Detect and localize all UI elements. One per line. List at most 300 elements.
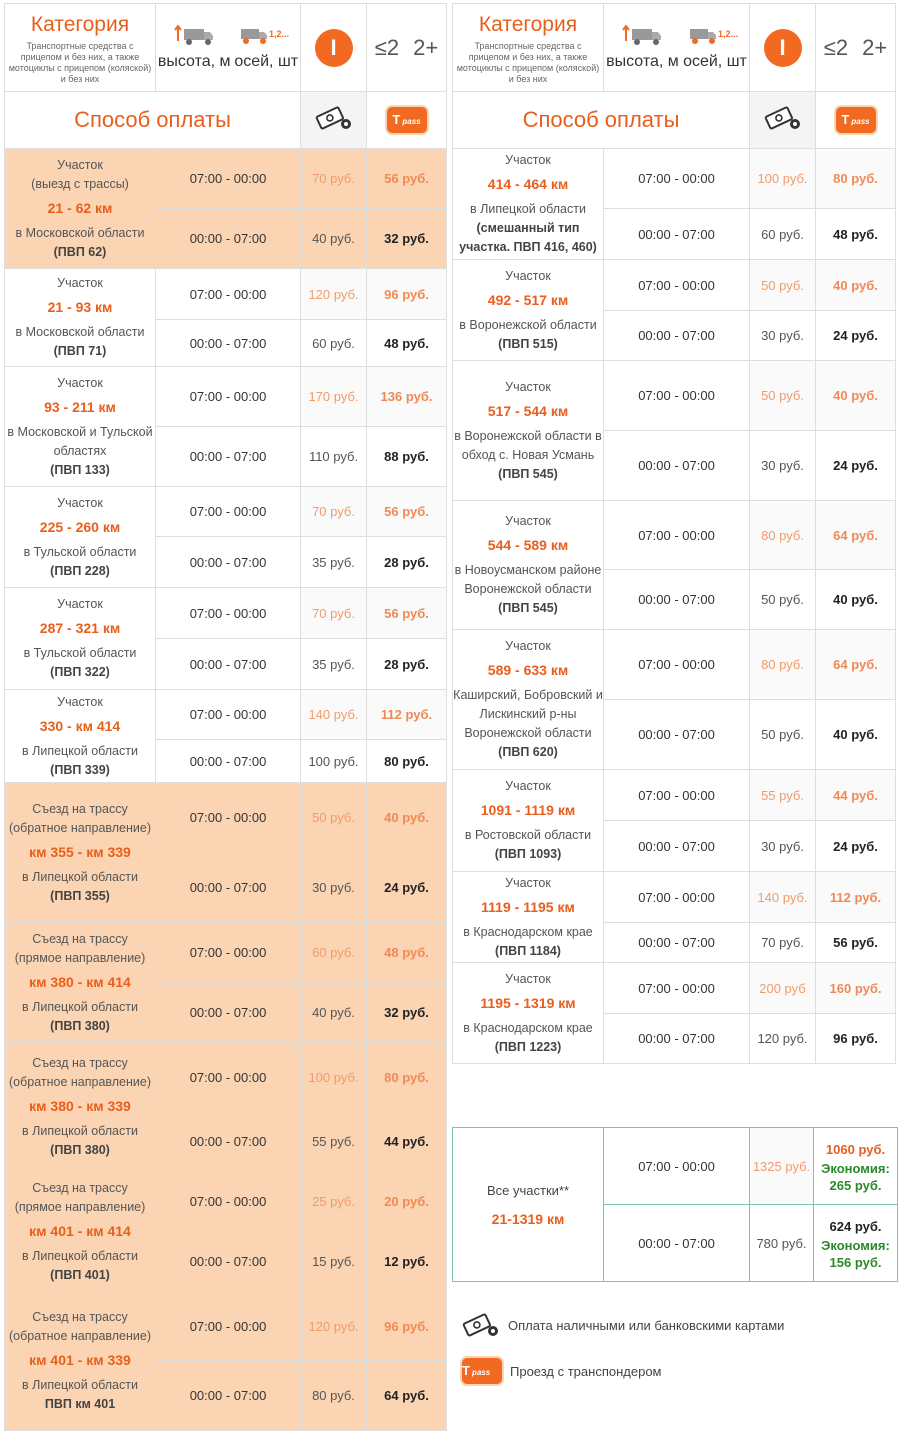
night-transponder-price: 48 руб. — [816, 209, 896, 260]
day-time-range: 07:00 - 00:00 — [156, 149, 301, 209]
right-category-title: Категория — [478, 13, 578, 36]
left-segment-description — [5, 487, 156, 588]
right-segment-row-day — [453, 770, 896, 821]
truck-height-icon — [606, 25, 679, 51]
night-time-range: 00:00 - 07:00 — [604, 311, 750, 361]
segment-km-range: км 355 - км 339 — [29, 843, 131, 860]
segment-label-detail: (прямое направление) — [14, 950, 146, 965]
totals-night-transponder-cell — [814, 1205, 898, 1282]
left-segment-description — [5, 588, 156, 690]
day-transponder-price: 20 руб. — [367, 1172, 447, 1232]
day-cash-price: 70 руб. — [301, 487, 367, 537]
left-segment-description — [5, 923, 156, 1043]
night-transponder-price: 64 руб. — [367, 1361, 447, 1431]
segment-km-range: 93 - 211 км — [44, 398, 116, 415]
segment-label-detail: (выезд с трассы) — [31, 176, 129, 191]
segment-toll-point: (ПВП 1093) — [494, 847, 562, 861]
segment-km-range: 21 - 93 км — [47, 299, 113, 315]
segment-region: в Липецкой области — [22, 1378, 138, 1392]
night-transponder-price: 24 руб. — [816, 821, 896, 872]
day-transponder-price: 80 руб. — [816, 149, 896, 209]
segment-km-range: км 380 - км 339 — [29, 1098, 131, 1114]
night-cash-price: 50 руб. — [750, 570, 816, 630]
segment-region: в Липецкой области — [22, 1248, 138, 1263]
day-time-range: 07:00 - 00:00 — [156, 588, 301, 639]
left-axles-label: осей, шт — [234, 52, 299, 70]
segment-toll-point: (смешанный тип участка. ПВП 416, 460) — [459, 221, 597, 254]
right-segment-row-day — [453, 501, 896, 570]
left-cash-column-header — [301, 92, 367, 149]
night-transponder-price: 32 руб. — [367, 209, 447, 269]
night-transponder-price: 88 руб. — [367, 427, 447, 487]
left-segment-row-day — [5, 923, 447, 983]
night-time-range: 00:00 - 07:00 — [156, 983, 301, 1043]
payment-legend — [462, 1305, 892, 1397]
right-tariff-panel — [452, 3, 895, 1064]
left-class-badge-cell — [301, 4, 367, 92]
segment-region: в Липецкой области — [22, 743, 138, 758]
totals-day-transponder-cell — [814, 1128, 898, 1205]
day-transponder-price: 56 руб. — [367, 487, 447, 537]
left-segment-description — [5, 269, 156, 367]
segment-region: в Московской и Тульской областях — [7, 424, 153, 458]
day-cash-price: 50 руб. — [750, 260, 816, 311]
segment-label: Участок — [57, 375, 103, 390]
left-tariff-panel — [4, 3, 446, 1431]
segment-toll-point: (ПВП 545) — [498, 466, 558, 481]
day-transponder-price: 112 руб. — [367, 690, 447, 740]
night-transponder-price: 28 руб. — [367, 537, 447, 588]
segment-label-detail: (обратное направление) — [8, 820, 152, 835]
day-cash-price: 80 руб. — [750, 501, 816, 570]
day-time-range: 07:00 - 00:00 — [604, 149, 750, 209]
day-cash-price: 60 руб. — [301, 923, 367, 983]
totals-km-range: 21-1319 км — [491, 1210, 565, 1227]
night-time-range: 00:00 - 07:00 — [156, 320, 301, 367]
transponder-logo-icon: Tpass — [462, 1358, 502, 1384]
day-time-range: 07:00 - 00:00 — [604, 501, 750, 570]
day-transponder-price: 112 руб. — [816, 872, 896, 923]
day-cash-price: 70 руб. — [301, 149, 367, 209]
segment-label: Участок — [57, 597, 103, 611]
segment-toll-point: (ПВП 1223) — [494, 1039, 562, 1054]
segment-toll-point: (ПВП 228) — [50, 563, 110, 578]
segment-toll-point: (ПВП 401) — [50, 1267, 110, 1282]
right-segment-description — [453, 149, 604, 260]
night-cash-price: 55 руб. — [301, 1112, 367, 1172]
left-segment-description — [5, 367, 156, 487]
right-axle-limits-cell — [816, 4, 896, 92]
segment-km-range: 517 - 544 км — [487, 402, 569, 419]
segment-km-range: 1091 - 1119 км — [480, 802, 576, 818]
totals-night-transponder-price: 624 руб. — [829, 1218, 882, 1234]
day-time-range: 07:00 - 00:00 — [604, 770, 750, 821]
segment-region: в Новоусманском районе Воронежской области — [454, 563, 602, 596]
left-segment-row-day — [5, 269, 447, 320]
right-segment-row-day — [453, 872, 896, 923]
night-time-range: 00:00 - 07:00 — [604, 923, 750, 963]
night-transponder-price: 80 руб. — [367, 740, 447, 783]
legend-cash-text: Оплата наличными или банковскими картами — [508, 1317, 785, 1333]
left-segment-row-day — [5, 1292, 447, 1361]
segment-region: в Липецкой области — [470, 202, 586, 216]
segment-km-range: 1195 - 1319 км — [480, 994, 576, 1011]
segment-km-range: 287 - 321 км — [39, 620, 121, 636]
day-time-range: 07:00 - 00:00 — [604, 361, 750, 431]
segment-km-range: км 401 - км 414 — [29, 1222, 131, 1239]
day-time-range: 07:00 - 00:00 — [604, 872, 750, 923]
segment-toll-point: (ПВП 71) — [53, 344, 107, 358]
night-cash-price: 100 руб. — [301, 740, 367, 783]
right-height-label: высота, м — [606, 52, 679, 70]
night-time-range: 00:00 - 07:00 — [604, 209, 750, 260]
night-transponder-price: 24 руб. — [367, 852, 447, 923]
totals-label: Все участки** — [486, 1182, 570, 1198]
segment-label: Участок — [505, 379, 551, 394]
right-segment-row-day — [453, 630, 896, 700]
night-cash-price: 30 руб. — [750, 821, 816, 872]
right-segment-description — [453, 501, 604, 630]
day-transponder-price: 56 руб. — [367, 149, 447, 209]
segment-km-range: 414 - 464 км — [487, 176, 569, 192]
segment-label: Участок — [505, 971, 551, 986]
right-payment-title: Способ оплаты — [453, 92, 750, 149]
right-segment-row-day — [453, 260, 896, 311]
day-cash-price: 100 руб. — [750, 149, 816, 209]
segment-region: в Тульской области — [23, 544, 137, 559]
day-transponder-price: 40 руб. — [816, 361, 896, 431]
segment-label: Участок — [505, 268, 551, 283]
svg-text:1,2...: 1,2... — [717, 28, 738, 39]
totals-night-time: 00:00 - 07:00 — [604, 1205, 750, 1282]
night-transponder-price: 24 руб. — [816, 311, 896, 361]
cash-card-payment-icon — [764, 105, 802, 131]
left-transponder-column-header — [367, 92, 447, 149]
night-cash-price: 35 руб. — [301, 537, 367, 588]
segment-km-range: 544 - 589 км — [487, 537, 569, 553]
segment-label: Участок — [57, 276, 103, 290]
left-vehicle-icons-cell — [156, 4, 301, 92]
segment-toll-point: (ПВП 355) — [50, 888, 110, 903]
segment-region: в Московской области — [15, 225, 145, 240]
day-time-range: 07:00 - 00:00 — [156, 1043, 301, 1112]
segment-km-range: км 380 - км 414 — [29, 973, 131, 990]
right-segment-row-day — [453, 149, 896, 209]
day-cash-price: 70 руб. — [301, 588, 367, 639]
totals-day-cash-price: 1325 руб. — [750, 1128, 814, 1205]
right-transponder-column-header — [816, 92, 896, 149]
day-time-range: 07:00 - 00:00 — [156, 690, 301, 740]
night-cash-price: 80 руб. — [301, 1361, 367, 1431]
night-cash-price: 40 руб. — [301, 983, 367, 1043]
totals-night-cash-price: 780 руб. — [750, 1205, 814, 1282]
night-transponder-price: 40 руб. — [816, 570, 896, 630]
truck-axles-icon — [234, 25, 298, 51]
left-segment-description — [5, 1172, 156, 1292]
night-cash-price: 50 руб. — [750, 700, 816, 770]
right-segment-description — [453, 872, 604, 963]
segment-label: Участок — [505, 779, 551, 793]
day-time-range: 07:00 - 00:00 — [156, 1292, 301, 1361]
segment-region: в Краснодарском крае — [463, 924, 593, 939]
left-height-column — [158, 25, 231, 71]
segment-km-range: 1119 - 1195 км — [481, 898, 575, 915]
segment-km-range: 589 - 633 км — [487, 662, 569, 678]
night-time-range: 00:00 - 07:00 — [604, 431, 750, 501]
left-category-description: Транспортные средства с прицепом и без них, а также мотоциклы с прицепом (коляской) и без них — [8, 41, 152, 83]
night-time-range: 00:00 - 07:00 — [156, 427, 301, 487]
segment-region: в Тульской области — [23, 646, 137, 660]
left-segment-row-day — [5, 588, 447, 639]
night-time-range: 00:00 - 07:00 — [604, 821, 750, 872]
day-cash-price: 120 руб. — [301, 1292, 367, 1361]
night-time-range: 00:00 - 07:00 — [156, 740, 301, 783]
right-segment-row-day — [453, 963, 896, 1014]
segment-label: Съезд на трассу — [32, 1180, 128, 1195]
segment-toll-point: (ПВП 515) — [498, 336, 558, 351]
segment-label: Съезд на трассу — [32, 931, 128, 946]
night-time-range: 00:00 - 07:00 — [604, 1014, 750, 1064]
left-segment-row-day — [5, 367, 447, 427]
segment-region: в Ростовской области — [464, 828, 592, 842]
night-transponder-price: 28 руб. — [367, 639, 447, 690]
right-segment-description — [453, 963, 604, 1064]
night-transponder-price: 12 руб. — [367, 1232, 447, 1292]
night-transponder-price: 48 руб. — [367, 320, 447, 367]
transponder-logo-text: pass — [402, 117, 421, 126]
left-segment-row-day — [5, 149, 447, 209]
day-cash-price: 100 руб. — [301, 1043, 367, 1112]
right-class-badge-cell — [750, 4, 816, 92]
cash-card-payment-icon — [315, 105, 353, 131]
day-cash-price: 170 руб. — [301, 367, 367, 427]
day-transponder-price: 96 руб. — [367, 269, 447, 320]
segment-toll-point: (ПВП 133) — [50, 462, 110, 477]
day-cash-price: 50 руб. — [301, 783, 367, 852]
day-cash-price: 120 руб. — [301, 269, 367, 320]
day-transponder-price: 48 руб. — [367, 923, 447, 983]
segment-toll-point: (ПВП 339) — [50, 762, 110, 777]
totals-day-row — [453, 1128, 898, 1205]
night-time-range: 00:00 - 07:00 — [156, 1232, 301, 1292]
svg-text:1,2...: 1,2... — [269, 28, 290, 39]
day-cash-price: 200 руб — [750, 963, 816, 1014]
segment-toll-point: (ПВП 1184) — [495, 943, 561, 958]
segment-label: Участок — [57, 694, 103, 709]
night-cash-price: 60 руб. — [301, 320, 367, 367]
totals-label-cell — [453, 1128, 604, 1282]
segment-label-detail: (обратное направление) — [8, 1075, 152, 1089]
truck-height-icon — [158, 25, 231, 51]
right-segment-description — [453, 260, 604, 361]
day-transponder-price: 56 руб. — [367, 588, 447, 639]
segment-toll-point: (ПВП 620) — [498, 745, 558, 759]
day-time-range: 07:00 - 00:00 — [156, 783, 301, 852]
segment-region: в Липецкой области — [22, 1124, 138, 1138]
day-transponder-price: 44 руб. — [816, 770, 896, 821]
right-segment-description — [453, 630, 604, 770]
segment-region: в Воронежской области в обход с. Новая Усмань — [454, 428, 602, 462]
totals-day-savings-value: 265 руб. — [829, 1177, 882, 1193]
segment-region: в Воронежской области — [459, 317, 597, 332]
left-segment-description — [5, 783, 156, 923]
transponder-logo-icon: T pass — [387, 107, 427, 133]
right-segment-description — [453, 770, 604, 872]
right-axles-label: осей, шт — [683, 52, 747, 70]
night-time-range: 00:00 - 07:00 — [156, 852, 301, 923]
left-category-cell — [5, 4, 156, 92]
day-transponder-price: 40 руб. — [367, 783, 447, 852]
left-segment-description — [5, 690, 156, 783]
left-segment-description — [5, 149, 156, 269]
segment-label: Участок — [57, 157, 103, 172]
segment-toll-point: (ПВП 545) — [498, 601, 558, 615]
day-cash-price: 25 руб. — [301, 1172, 367, 1232]
segment-km-range: 225 - 260 км — [39, 518, 121, 535]
day-transponder-price: 64 руб. — [816, 630, 896, 700]
left-segment-row-day — [5, 487, 447, 537]
segment-toll-point: (ПВП 322) — [50, 665, 110, 679]
left-height-label: высота, м — [157, 52, 231, 70]
legend-transponder — [462, 1351, 892, 1391]
segment-label: Участок — [505, 639, 551, 653]
right-col-2plus: 2+ — [862, 34, 888, 60]
totals-table — [452, 1127, 898, 1282]
day-transponder-price: 64 руб. — [816, 501, 896, 570]
segment-label: Съезд на трассу — [32, 801, 128, 816]
night-cash-price: 70 руб. — [750, 923, 816, 963]
night-cash-price: 60 руб. — [750, 209, 816, 260]
left-segment-row-day — [5, 1172, 447, 1232]
day-time-range: 07:00 - 00:00 — [604, 963, 750, 1014]
segment-toll-point: ПВП км 401 — [44, 1397, 116, 1411]
left-segment-row-day — [5, 690, 447, 740]
segment-region: в Московской области — [15, 325, 145, 339]
right-payment-header-row — [453, 92, 896, 149]
segment-region: в Липецкой области — [22, 869, 138, 884]
segment-label-detail: (обратное направление) — [8, 1329, 152, 1343]
night-time-range: 00:00 - 07:00 — [604, 700, 750, 770]
night-time-range: 00:00 - 07:00 — [156, 209, 301, 269]
right-cash-column-header — [750, 92, 816, 149]
totals-night-savings-value: 156 руб. — [829, 1254, 882, 1270]
left-segment-description — [5, 1043, 156, 1172]
day-cash-price: 50 руб. — [750, 361, 816, 431]
left-col-2plus: 2+ — [413, 34, 439, 60]
totals-night-savings-label: Экономия: — [821, 1237, 890, 1253]
right-tariff-table — [452, 3, 896, 1064]
night-transponder-price: 44 руб. — [367, 1112, 447, 1172]
left-col-le2: ≤2 — [374, 34, 400, 60]
day-time-range: 07:00 - 00:00 — [156, 923, 301, 983]
segment-toll-point: (ПВП 62) — [53, 244, 107, 259]
right-vehicle-icons-cell — [604, 4, 750, 92]
cash-card-payment-icon — [462, 1312, 500, 1338]
day-time-range: 07:00 - 00:00 — [156, 1172, 301, 1232]
left-payment-title: Способ оплаты — [5, 92, 301, 149]
left-category-title: Категория — [30, 13, 130, 36]
segment-toll-point: (ПВП 380) — [50, 1143, 110, 1157]
segment-km-range: км 401 - км 339 — [29, 1352, 131, 1368]
left-axles-column — [234, 25, 298, 71]
night-time-range: 00:00 - 07:00 — [156, 639, 301, 690]
day-transponder-price: 160 руб. — [816, 963, 896, 1014]
day-time-range: 07:00 - 00:00 — [156, 487, 301, 537]
segment-label: Участок — [57, 495, 103, 510]
all-sections-totals — [452, 1127, 897, 1282]
left-segment-description — [5, 1292, 156, 1431]
right-segment-description — [453, 361, 604, 501]
night-transponder-price: 24 руб. — [816, 431, 896, 501]
right-col-le2: ≤2 — [823, 34, 849, 60]
day-time-range: 07:00 - 00:00 — [604, 260, 750, 311]
totals-day-savings-label: Экономия: — [821, 1160, 890, 1176]
night-transponder-price: 96 руб. — [816, 1014, 896, 1064]
night-transponder-price: 32 руб. — [367, 983, 447, 1043]
transponder-logo-text: pass — [851, 117, 870, 126]
day-cash-price: 140 руб. — [301, 690, 367, 740]
segment-km-range: 492 - 517 км — [487, 291, 569, 308]
legend-cash — [462, 1305, 892, 1345]
segment-label: Участок — [505, 875, 551, 890]
day-cash-price: 55 руб. — [750, 770, 816, 821]
left-payment-header-row — [5, 92, 447, 149]
totals-day-transponder-price: 1060 руб. — [825, 1141, 886, 1157]
left-segment-row-day — [5, 1043, 447, 1112]
night-cash-price: 30 руб. — [301, 852, 367, 923]
transponder-logo-icon: T pass — [836, 107, 876, 133]
segment-label-detail: (прямое направление) — [14, 1199, 146, 1214]
right-category-description: Транспортные средства с прицепом и без них, а также мотоциклы с прицепом (коляской) и без них — [456, 41, 600, 83]
night-time-range: 00:00 - 07:00 — [156, 1361, 301, 1431]
left-class-badge: I — [315, 29, 353, 67]
day-time-range: 07:00 - 00:00 — [604, 630, 750, 700]
night-cash-price: 110 руб. — [301, 427, 367, 487]
night-cash-price: 35 руб. — [301, 639, 367, 690]
segment-label: Участок — [505, 514, 551, 528]
segment-region: в Липецкой области — [22, 999, 138, 1014]
segment-km-range: 330 - км 414 — [39, 717, 121, 734]
day-transponder-price: 96 руб. — [367, 1292, 447, 1361]
night-transponder-price: 56 руб. — [816, 923, 896, 963]
segment-region: Каширский, Бобровский и Лискинский р-ны Воронежской области — [453, 688, 603, 740]
night-cash-price: 30 руб. — [750, 311, 816, 361]
right-segment-row-day — [453, 361, 896, 431]
left-segment-row-day — [5, 783, 447, 852]
right-class-badge: I — [764, 29, 802, 67]
night-time-range: 00:00 - 07:00 — [156, 1112, 301, 1172]
night-cash-price: 120 руб. — [750, 1014, 816, 1064]
right-height-column — [606, 25, 679, 71]
segment-label: Участок — [505, 153, 551, 167]
day-time-range: 07:00 - 00:00 — [156, 269, 301, 320]
night-cash-price: 30 руб. — [750, 431, 816, 501]
segment-label: Съезд на трассу — [32, 1310, 128, 1324]
day-cash-price: 140 руб. — [750, 872, 816, 923]
day-cash-price: 80 руб. — [750, 630, 816, 700]
day-transponder-price: 136 руб. — [367, 367, 447, 427]
left-category-header-row — [5, 4, 447, 92]
segment-km-range: 21 - 62 км — [47, 199, 113, 216]
truck-axles-icon — [683, 25, 747, 51]
legend-transponder-text: Проезд с транспондером — [510, 1363, 662, 1379]
night-transponder-price: 40 руб. — [816, 700, 896, 770]
right-category-cell — [453, 4, 604, 92]
day-time-range: 07:00 - 00:00 — [156, 367, 301, 427]
right-axles-column — [683, 25, 747, 71]
day-transponder-price: 80 руб. — [367, 1043, 447, 1112]
night-time-range: 00:00 - 07:00 — [156, 537, 301, 588]
